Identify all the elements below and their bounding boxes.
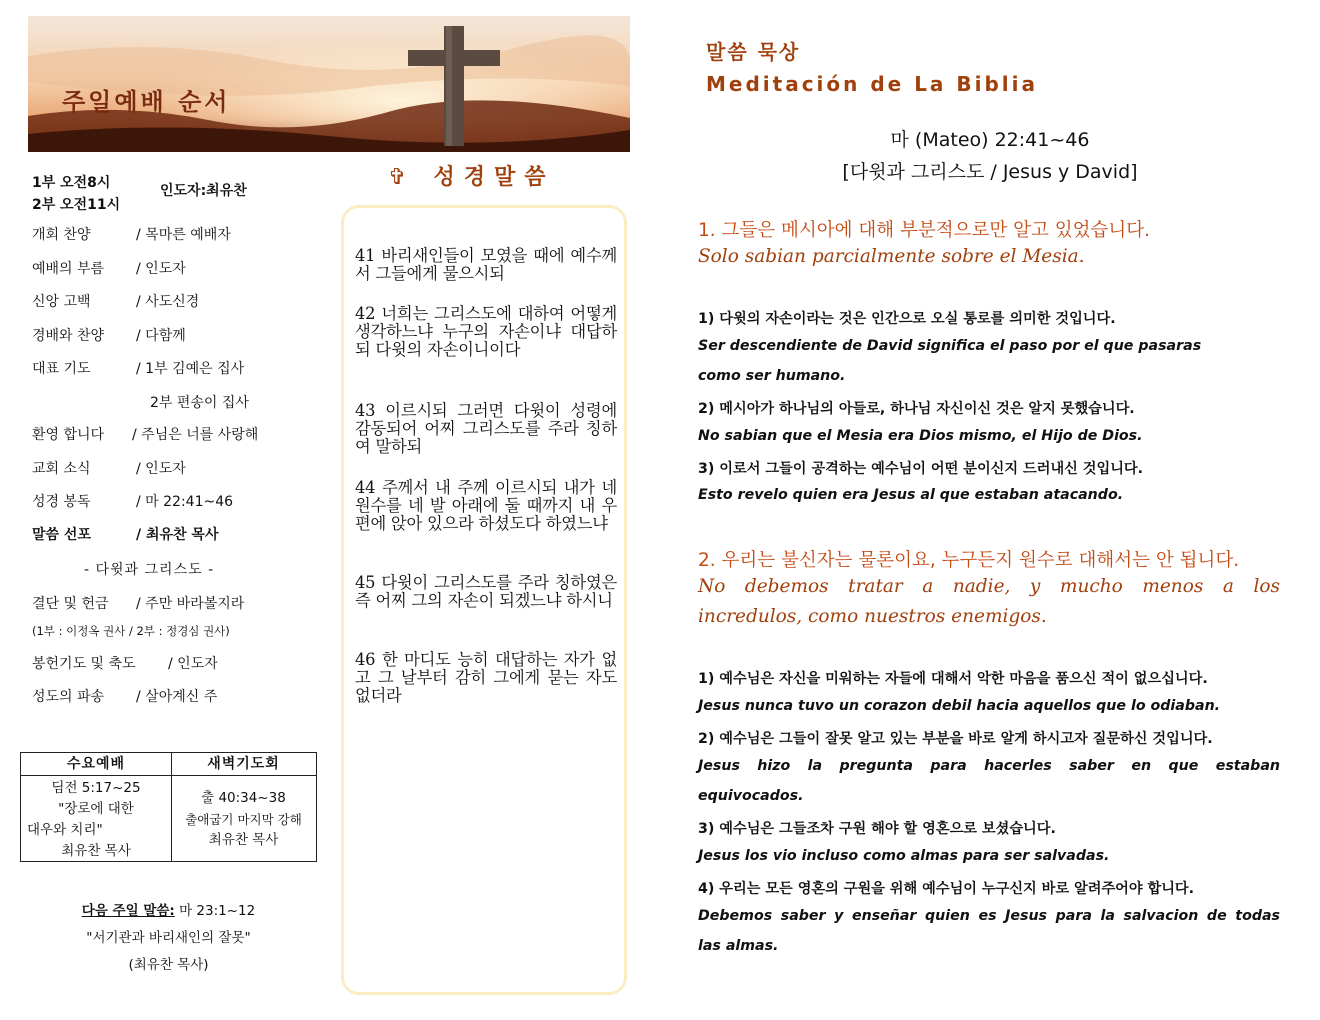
verse-43: 43 이르시되 그러면 다윗이 성령에 감동되어 어찌 그리스도를 주라 칭하여 말하되 (355, 401, 617, 456)
passage-ref: 마 (Mateo) 22:41~46 (890, 129, 1090, 151)
next-week-title: "서기관과 바리새인의 잘못" (86, 930, 251, 946)
wednesday-details (21, 776, 171, 862)
order-row (32, 653, 332, 673)
order-value: / 인도자 (136, 461, 186, 477)
next-week-sermon (20, 898, 317, 979)
wednesday-line: "장로에 대한 (58, 801, 134, 817)
point2-heading-ko: 2. 우리는 불신자는 물론이요, 누구든지 원수로 대해서는 안 됩니다. (698, 550, 1240, 571)
point2-line: 3) 예수님은 그들조차 구원 해야 할 영혼으로 보셨습니다. (698, 821, 1056, 837)
order-value: / 사도신경 (136, 294, 200, 310)
dawn-header: 새벽기도회 (171, 753, 316, 776)
point2-line: Debemos saber y enseñar quien es Jesus para la salvacion de todas (698, 908, 1280, 924)
verse-42: 42 너희는 그리스도에 대하여 어떻게 생각하느냐 누구의 자손이냐 대답하되 다윗의 자손이니이다 (355, 304, 617, 359)
point2-heading-es-line2: incredulos, como nuestros enemigos. (698, 606, 1047, 627)
order-row (32, 325, 332, 345)
order-row (32, 424, 332, 444)
point1-line: como ser humano. (698, 368, 846, 384)
order-value: / 1부 김예은 집사 (136, 361, 245, 377)
point2-line: Jesus los vio incluso como almas para ser salvadas. (698, 848, 1110, 864)
wednesday-line: 대우와 치리" (27, 822, 103, 838)
verse-45: 45 다윗이 그리스도를 주라 칭하였은즉 어찌 그의 자손이 되겠느냐 하시니 (355, 573, 617, 610)
weekday-services-table (20, 752, 317, 862)
order-row (32, 686, 332, 706)
point2-line: 2) 예수님은 그들이 잘못 알고 있는 부분을 바로 알게 하시고자 질문하신 것입니다. (698, 731, 1213, 747)
sermon-title: - 다윗과 그리스도 - (84, 562, 215, 578)
meditation-passage (700, 124, 1280, 188)
point2-line: 4) 우리는 모든 영혼의 구원을 위해 예수님이 누구신지 바로 알려주어야 합니다. (698, 881, 1194, 897)
order-label: 성경 봉독 (32, 494, 91, 510)
order-label: 경배와 찬양 (32, 328, 105, 344)
service-time-second: 2부 오전11시 (32, 197, 121, 213)
order-row (32, 291, 332, 311)
order-row (32, 593, 332, 613)
order-row-sermon (32, 524, 332, 544)
order-row (32, 458, 332, 478)
point2-heading-es-line1: No debemos tratar a nadie, y mucho menos a los (698, 576, 1280, 597)
wednesday-header: 수요예배 (21, 753, 171, 776)
wednesday-line: 딤전 5:17~25 (51, 780, 141, 796)
next-week-line (20, 898, 317, 925)
order-label: 결단 및 헌금 (32, 596, 109, 612)
next-week-label: 다음 주일 말씀: (81, 903, 175, 919)
point2-line: 1) 예수님은 자신을 미워하는 자들에 대해서 악한 마음을 품으신 적이 없으십니다. (698, 671, 1208, 687)
scripture-title: 성경말씀 (433, 165, 555, 190)
order-label: 봉헌기도 및 축도 (32, 656, 136, 672)
order-label: 말씀 선포 (32, 527, 91, 543)
next-week-preacher: (최유찬 목사) (128, 957, 209, 973)
order-row (32, 258, 332, 278)
order-value: / 최유찬 목사 (136, 527, 219, 543)
dawn-details (171, 776, 316, 851)
dawn-line: 출 40:34~38 (201, 790, 286, 806)
point1-line: 1) 다윗의 자손이라는 것은 인간으로 오실 통로를 의미한 것입니다. (698, 311, 1116, 327)
order-label: 대표 기도 (32, 361, 91, 377)
verse-41: 41 바리새인들이 모였을 때에 예수께서 그들에게 물으시되 (355, 246, 617, 283)
point1-line: 2) 메시아가 하나님의 아들로, 하나님 자신이신 것은 알지 못했습니다. (698, 401, 1135, 417)
order-row (32, 358, 332, 378)
order-value: / 마 22:41~46 (136, 494, 234, 510)
order-row (32, 224, 332, 244)
point1-heading-ko: 1. 그들은 메시아에 대해 부분적으로만 알고 있었습니다. (698, 220, 1150, 241)
point2-line: Jesus nunca tuvo un corazon debil hacia aquellos que lo odiaban. (698, 698, 1221, 714)
point1-line: Esto revelo quien era Jesus al que estaban atacando. (698, 487, 1124, 503)
wednesday-column (21, 753, 172, 861)
service-leader: 인도자:최유찬 (160, 183, 247, 199)
prayer-second-service: 2부 편송이 집사 (150, 395, 249, 411)
order-value: / 인도자 (168, 656, 218, 672)
dawn-line: 출애굽기 마지막 강해 (185, 812, 302, 827)
order-label: 신앙 고백 (32, 294, 91, 310)
service-time-first: 1부 오전8시 (32, 175, 111, 191)
order-row (32, 491, 332, 511)
order-value: / 목마른 예배자 (136, 227, 231, 243)
point2-line: las almas. (698, 938, 779, 954)
dawn-column (171, 753, 316, 861)
order-label: 개회 찬양 (32, 227, 91, 243)
offering-prayer-note: (1부 : 이정옥 권사 / 2부 : 정경심 권사) (32, 624, 230, 638)
point2-line: Jesus hizo la pregunta para hacerles saber en que estaban (698, 758, 1280, 774)
verse-44: 44 주께서 내 주께 이르시되 내가 네 원수를 네 발 아래에 둘 때까지 내 우편에 앉아 있으라 하셨도다 하였느냐 (355, 478, 617, 533)
order-label: 성도의 파송 (32, 689, 105, 705)
order-value: / 주님은 너를 사랑해 (132, 427, 259, 443)
scripture-heading (388, 160, 554, 191)
cross-icon: ✞ (388, 165, 416, 190)
point1-heading-es: Solo sabian parcialmente sobre el Mesia. (698, 246, 1085, 267)
verse-46: 46 한 마디도 능히 대답하는 자가 없고 그 날부터 감히 그에게 묻는 자도 없더라 (355, 650, 617, 705)
order-label: 교회 소식 (32, 461, 91, 477)
meditation-title-es: Meditación de La Biblia (706, 72, 1039, 96)
wednesday-line: 최유찬 목사 (61, 843, 131, 859)
order-label: 예배의 부름 (32, 261, 105, 277)
banner-title: 주일예배 순서 (62, 88, 231, 116)
next-week-ref: 마 23:1~12 (174, 903, 256, 919)
point1-line: No sabian que el Mesia era Dios mismo, el Hijo de Dios. (698, 428, 1143, 444)
order-label: 환영 합니다 (32, 427, 105, 443)
order-value: / 살아계신 주 (136, 689, 218, 705)
order-value: / 다함께 (136, 328, 186, 344)
order-value: / 주만 바라볼지라 (136, 596, 245, 612)
point1-line: Ser descendiente de David significa el paso por el que pasaras (698, 338, 1202, 354)
passage-subtitle: [다윗과 그리스도 / Jesus y David] (842, 161, 1138, 183)
point2-line: equivocados. (698, 788, 804, 804)
point1-line: 3) 이로서 그들이 공격하는 예수님이 어떤 분이신지 드러내신 것입니다. (698, 461, 1144, 477)
meditation-title-ko: 말씀 묵상 (706, 40, 801, 64)
dawn-line: 최유찬 목사 (208, 832, 279, 848)
order-value: / 인도자 (136, 261, 186, 277)
